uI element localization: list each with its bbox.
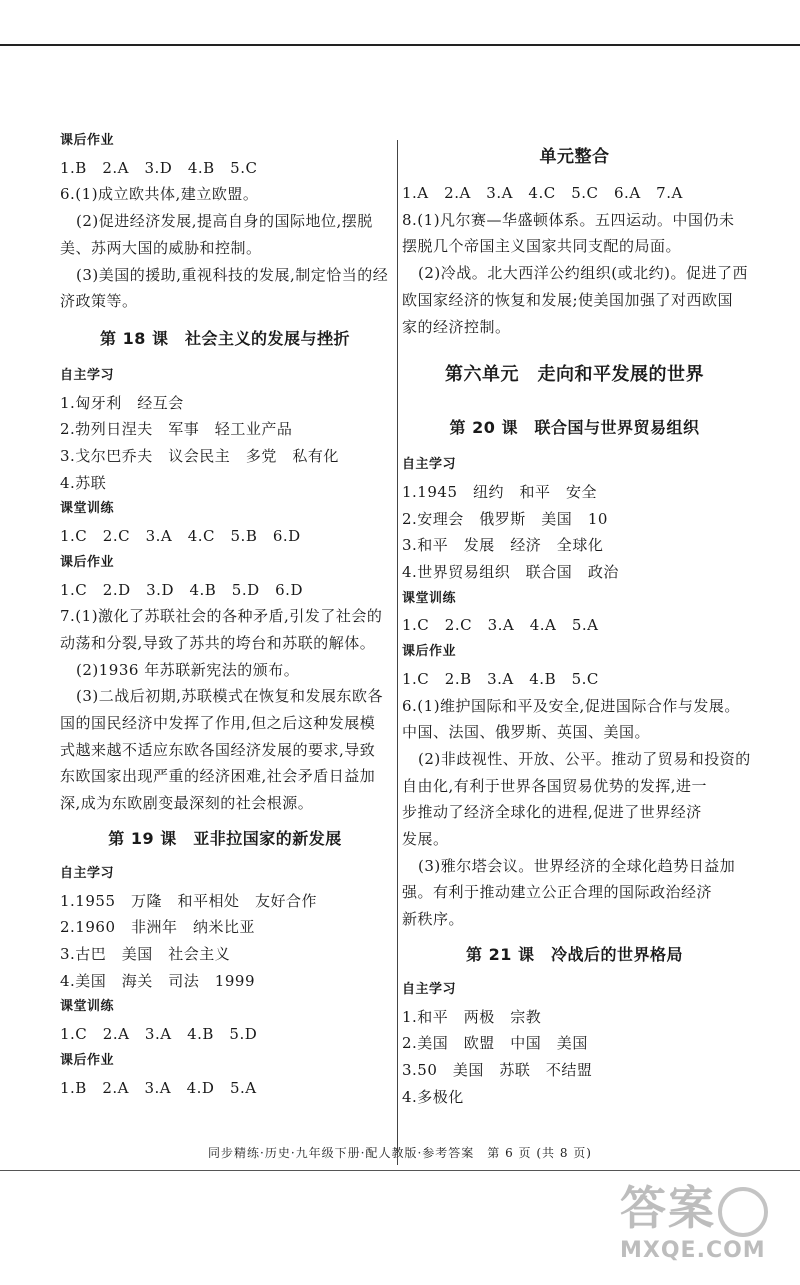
page-footer: 同步精练·历史·九年级下册·配人教版·参考答案 第 6 页 (共 8 页) — [208, 1146, 592, 1160]
section-label-zizhu: 自主学习 — [402, 457, 457, 473]
column-divider — [397, 140, 398, 1165]
watermark-circle-icon — [718, 1187, 768, 1237]
answer-line: 1.C 2.B 3.A 4.B 5.C — [402, 669, 599, 688]
answer-line: 2.勃列日涅夫 军事 轻工业产品 — [60, 420, 293, 439]
section-label-zizhu: 自主学习 — [60, 367, 115, 383]
answer-line: 1.1955 万隆 和平相处 友好合作 — [60, 891, 317, 910]
answer-line: (2)促进经济发展,提高自身的国际地位,摆脱 — [76, 212, 373, 231]
section-label-ketang: 课堂训练 — [60, 999, 115, 1015]
answer-line: 深,成为东欧剧变最深刻的社会根源。 — [60, 794, 314, 813]
unit-review-title: 单元整合 — [539, 147, 610, 167]
answer-line: 1.B 2.A 3.D 4.B 5.C — [60, 158, 258, 177]
watermark — [620, 1182, 790, 1278]
answer-line: 国的国民经济中发挥了作用,但之后这种发展模 — [60, 714, 376, 733]
answer-line: 1.C 2.C 3.A 4.C 5.B 6.D — [60, 527, 301, 546]
answer-line: (3)雅尔塔会议。世界经济的全球化趋势日益加 — [418, 856, 736, 875]
answer-line: 2.安理会 俄罗斯 美国 10 — [402, 509, 608, 528]
answer-line: 1.C 2.D 3.D 4.B 5.D 6.D — [60, 580, 303, 599]
top-rule — [0, 44, 800, 46]
answer-line: 3.50 美国 苏联 不结盟 — [402, 1060, 593, 1079]
answer-line: 4.多极化 — [402, 1087, 464, 1106]
answer-line: 美、苏两大国的威胁和控制。 — [60, 238, 262, 257]
answer-line: 6.(1)成立欧共体,建立欧盟。 — [60, 185, 259, 204]
watermark-logo — [620, 1182, 790, 1237]
answer-line: 2.1960 非洲年 纳米比亚 — [60, 918, 255, 937]
lesson-20-title: 第 20 课 联合国与世界贸易组织 — [449, 418, 700, 438]
section-label-kehou: 课后作业 — [402, 644, 457, 660]
answer-line: 式越来越不适应东欧各国经济发展的要求,导致 — [60, 740, 376, 759]
answer-line: 1.C 2.A 3.A 4.B 5.D — [60, 1025, 258, 1044]
answer-line: 3.戈尔巴乔夫 议会民主 多党 私有化 — [60, 447, 339, 466]
answer-line: 1.和平 两极 宗教 — [402, 1007, 542, 1026]
answer-line: 济政策等。 — [60, 292, 138, 311]
answer-line: 摆脱几个帝国主义国家共同支配的局面。 — [402, 237, 682, 256]
answer-line: 3.和平 发展 经济 全球化 — [402, 536, 604, 555]
watermark-url: MXQE.COM — [620, 1237, 766, 1263]
answer-line: 自由化,有利于世界各国贸易优势的发挥,进一 — [402, 776, 708, 795]
answer-line: 3.古巴 美国 社会主义 — [60, 944, 231, 963]
section-label-ketang: 课堂训练 — [402, 590, 457, 606]
answer-line: 家的经济控制。 — [402, 317, 511, 336]
answer-line: (2)冷战。北大西洋公约组织(或北约)。促进了西 — [418, 264, 748, 283]
answer-line: (2)1936 年苏联新宪法的颁布。 — [76, 660, 300, 679]
answer-line: 欧国家经济的恢复和发展;使美国加强了对西欧国 — [402, 290, 734, 309]
answer-line: 1.匈牙利 经互会 — [60, 393, 184, 412]
answer-line: 1.C 2.C 3.A 4.A 5.A — [402, 616, 599, 635]
lesson-21-title: 第 21 课 冷战后的世界格局 — [466, 944, 683, 964]
section-label-zizhu: 自主学习 — [60, 865, 115, 881]
left-column — [60, 128, 390, 1101]
answer-line: (3)二战后初期,苏联模式在恢复和发展东欧各 — [76, 687, 384, 706]
lesson-19-title: 第 19 课 亚非拉国家的新发展 — [108, 828, 342, 848]
answer-line: 步推动了经济全球化的进程,促进了世界经济 — [402, 803, 702, 822]
answer-line: 动荡和分裂,导致了苏共的垮台和苏联的解体。 — [60, 633, 376, 652]
section-label-ketang: 课堂训练 — [60, 501, 115, 517]
answer-line: 7.(1)激化了苏联社会的各种矛盾,引发了社会的 — [60, 607, 383, 626]
answer-line: 1.B 2.A 3.A 4.D 5.A — [60, 1078, 257, 1097]
answer-line: 6.(1)维护国际和平及安全,促进国际合作与发展。 — [402, 696, 740, 715]
section-label-zizhu: 自主学习 — [402, 981, 457, 997]
section-label-kehou: 课后作业 — [60, 1052, 115, 1068]
answer-line: 4.苏联 — [60, 473, 107, 492]
answer-line: 东欧国家出现严重的经济困难,社会矛盾日益加 — [60, 767, 376, 786]
lesson-18-title: 第 18 课 社会主义的发展与挫折 — [100, 328, 350, 348]
answer-line: (2)非歧视性、开放、公平。推动了贸易和投资的 — [418, 749, 751, 768]
answer-line: 2.美国 欧盟 中国 美国 — [402, 1034, 588, 1053]
answer-line: 1.A 2.A 3.A 4.C 5.C 6.A 7.A — [402, 184, 683, 202]
section-label-kehou: 课后作业 — [60, 133, 115, 148]
section-label-kehou: 课后作业 — [60, 554, 115, 570]
answer-line: (3)美国的援助,重视科技的发展,制定恰当的经 — [76, 265, 389, 284]
answer-line: 强。有利于推动建立公正合理的国际政治经济 — [402, 883, 713, 902]
watermark-logo-text: 答案 — [620, 1181, 716, 1235]
right-column — [402, 128, 751, 1110]
bottom-rule — [0, 1170, 800, 1171]
answer-line: 4.美国 海关 司法 1999 — [60, 971, 255, 990]
answer-line: 中国、法国、俄罗斯、英国、美国。 — [402, 723, 651, 742]
answer-line: 4.世界贸易组织 联合国 政治 — [402, 563, 619, 582]
answer-line: 发展。 — [402, 830, 449, 849]
unit-6-title: 第六单元 走向和平发展的世界 — [445, 364, 704, 386]
answer-line: 新秩序。 — [402, 910, 465, 929]
answer-line: 1.1945 纽约 和平 安全 — [402, 482, 597, 501]
answer-line: 8.(1)凡尔赛—华盛顿体系。五四运动。中国仍未 — [402, 210, 735, 229]
